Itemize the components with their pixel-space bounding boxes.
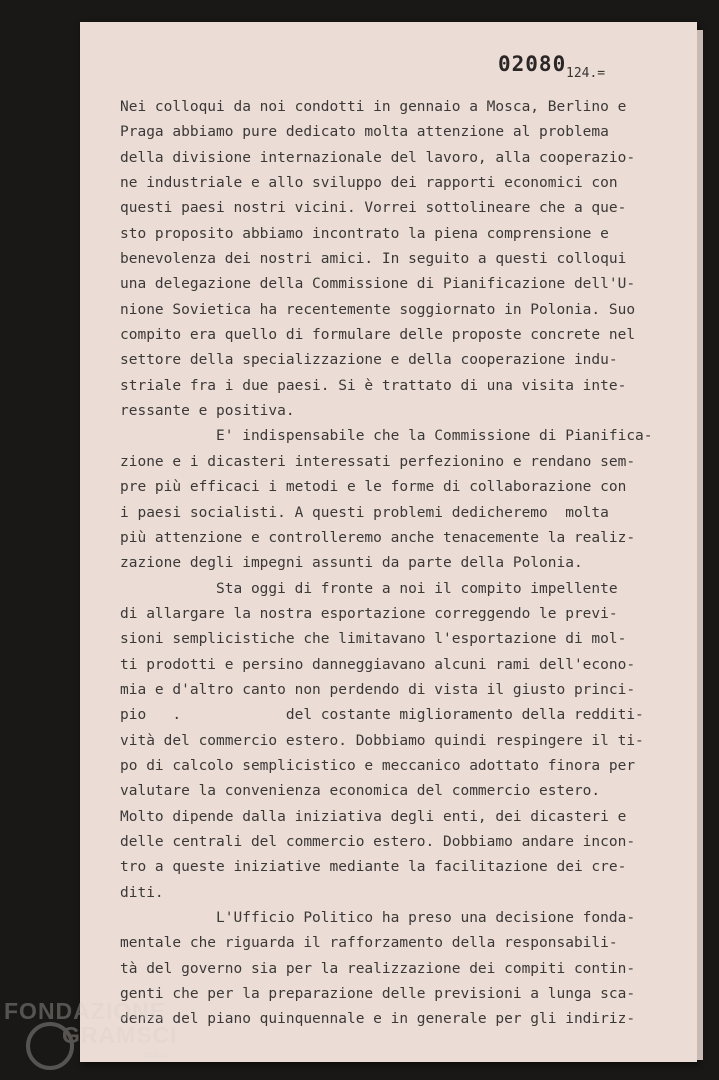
text-line: sioni semplicistiche che limitavano l'esportazione di mol-: [120, 631, 627, 648]
archive-number: 02080: [498, 52, 567, 76]
page-edge: [697, 30, 703, 1060]
text-line: Nei colloqui da noi condotti in gennaio a Mosca, Berlino e: [120, 99, 627, 115]
text-line: tà del governo sia per la realizzazione dei compiti contin-: [120, 960, 636, 977]
text-line: settore della specializzazione e della cooperazione indu-: [120, 352, 618, 369]
text-line: zione e i dicasteri interessati perfezionino e rendano sem-: [120, 453, 636, 470]
text-line: una delegazione della Commissione di Pianificazione dell'U-: [120, 276, 636, 293]
text-line: di allargare la nostra esportazione correggendo le previ-: [120, 605, 618, 622]
text-line: L'Ufficio Politico ha preso una decisione fonda-: [120, 910, 636, 926]
text-line: pre più efficaci i metodi e le forme di collaborazione con: [120, 479, 627, 496]
text-line: zazione degli impegni assunti da parte della Polonia.: [120, 555, 583, 572]
text-line: ti prodotti e persino danneggiavano alcuni rami dell'econo-: [120, 656, 636, 673]
text-line: compito era quello di formulare delle proposte concrete nel: [120, 327, 636, 344]
watermark-line1: FONDAZIONE: [4, 998, 167, 1024]
text-line: i paesi socialisti. A questi problemi dedicheremo molta: [120, 504, 609, 521]
text-line: sto proposito abbiamo incontrato la piena comprensione e: [120, 225, 609, 242]
text-line: denza del piano quinquennale e in generale per gli indiriz-: [120, 1011, 636, 1028]
text-line: po di calcolo semplicistico e meccanico adottato finora per: [120, 757, 636, 774]
text-line: vità del commercio estero. Dobbiamo quindi respingere il ti-: [120, 732, 644, 749]
text-line: Molto dipende dalla iniziativa degli enti, dei dicasteri e: [120, 808, 627, 825]
text-line: valutare la convenienza economica del commercio estero.: [120, 783, 601, 800]
text-line: striale fra i due paesi. Si è trattato di una visita inte-: [120, 377, 627, 394]
text-line: mia e d'altro canto non perdendo di vista il giusto princi-: [120, 681, 636, 698]
text-line: tro a queste iniziative mediante la facilitazione dei cre-: [120, 859, 627, 876]
watermark-line2: GRAMSCI: [62, 1022, 178, 1048]
text-line: genti che per la preparazione delle previsioni a lunga sca-: [120, 986, 636, 1003]
text-line: delle centrali del commercio estero. Dobbiamo andare incon-: [120, 833, 636, 850]
text-line: E' indispensabile che la Commissione di Pianifica-: [120, 428, 653, 445]
text-line: pio . del costante miglioramento della redditi-: [120, 707, 644, 724]
watermark-line3: onlus: [144, 1050, 168, 1061]
text-line: benevolenza dei nostri amici. In seguito a questi colloqui: [120, 251, 627, 268]
text-line: Praga abbiamo pure dedicato molta attenzione al problema: [120, 124, 609, 141]
text-line: ne industriale e allo sviluppo dei rapporti economici con: [120, 175, 618, 192]
fondazione-gramsci-watermark: [0, 998, 180, 1080]
text-line: ressante e positiva.: [120, 403, 295, 420]
text-line: nione Sovietica ha recentemente soggiornato in Polonia. Suo: [120, 301, 636, 318]
typed-text-body: [120, 95, 653, 1033]
text-line: più attenzione e controlleremo anche tenacemente la realiz-: [120, 529, 636, 546]
text-line: mentale che riguarda il rafforzamento della responsabili-: [120, 935, 618, 952]
text-line: questi paesi nostri vicini. Vorrei sottolineare che a que-: [120, 200, 627, 217]
text-line: diti.: [120, 884, 164, 901]
text-line: della divisione internazionale del lavoro, alla cooperazio-: [120, 149, 636, 166]
page-number: 124.=: [566, 66, 606, 81]
text-line: Sta oggi di fronte a noi il compito impellente: [120, 580, 618, 597]
